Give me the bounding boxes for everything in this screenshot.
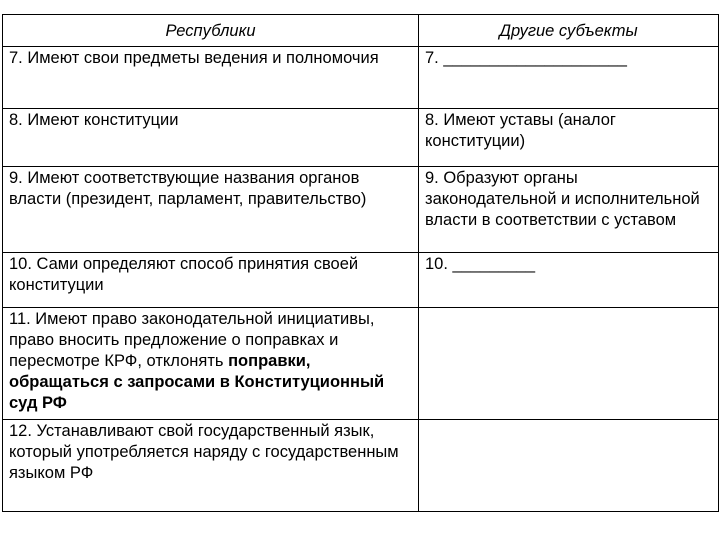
header-other-subjects: Другие субъекты: [419, 15, 719, 47]
cell-republics: 8. Имеют конституции: [3, 109, 419, 167]
cell-republics: 10. Сами определяют способ принятия своей конституции: [3, 253, 419, 308]
table-row: [3, 308, 719, 420]
cell-republics: [3, 308, 419, 420]
table-row: [3, 420, 719, 512]
cell-text-plain: 11. Имеют право законодательной инициативы, право вносить предложение о поправках и пересмотре КРФ, отклонять: [9, 310, 375, 370]
table-header-row: [3, 15, 719, 47]
header-republics: Республики: [3, 15, 419, 47]
cell-other-subjects: 8. Имеют уставы (аналог конституции): [419, 109, 719, 167]
cell-republics: 9. Имеют соответствующие названия органов власти (президент, парламент, правительство): [3, 167, 419, 253]
cell-other-subjects: 10. _________: [419, 253, 719, 308]
cell-republics: 12. Устанавливают свой государственный язык, который употребляется наряду с государственным языком РФ: [3, 420, 419, 512]
cell-other-subjects: 9. Образуют органы законодательной и исполнительной власти в соответствии с уставом: [419, 167, 719, 253]
cell-other-subjects: [419, 308, 719, 420]
cell-text-bold: поправки, обращаться с запросами в Конституционный суд РФ: [9, 352, 385, 412]
comparison-sheet: [2, 14, 718, 528]
table-row: [3, 109, 719, 167]
table-row: [3, 253, 719, 308]
cell-other-subjects: 7. ____________________: [419, 47, 719, 109]
table-row: [3, 47, 719, 109]
comparison-table: [2, 14, 719, 512]
table-row: [3, 167, 719, 253]
cell-republics: 7. Имеют свои предметы ведения и полномочия: [3, 47, 419, 109]
cell-other-subjects: [419, 420, 719, 512]
